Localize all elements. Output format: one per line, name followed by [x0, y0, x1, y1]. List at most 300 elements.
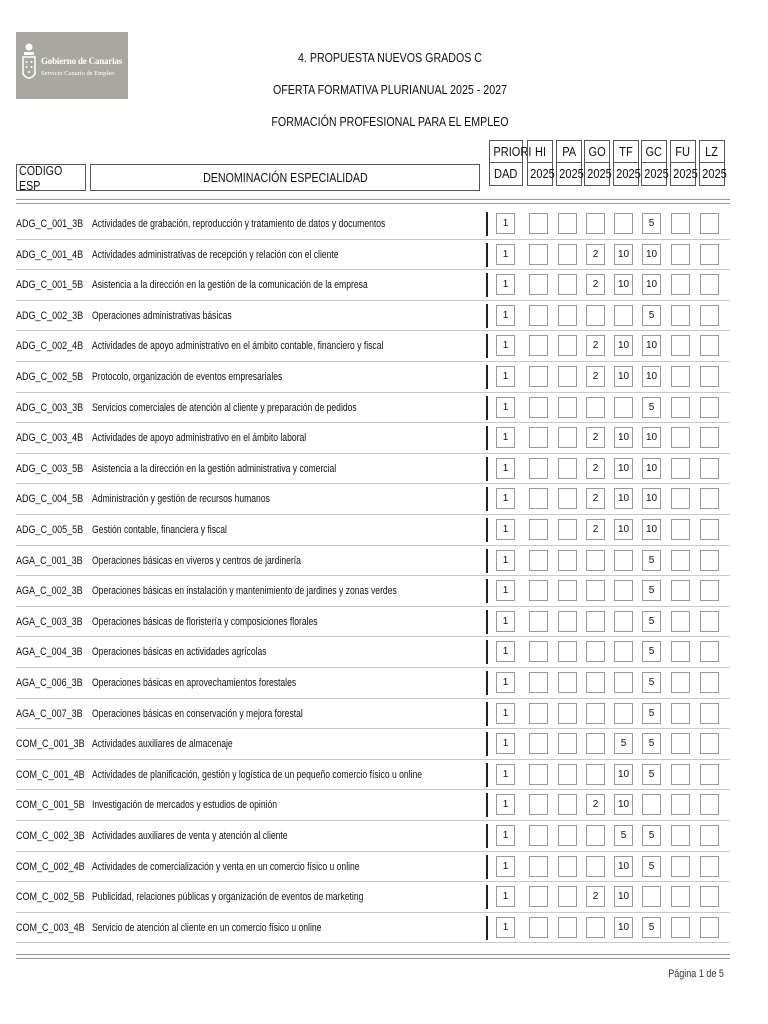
table-row: [16, 576, 730, 607]
row-separator: [486, 579, 488, 603]
island-lz-cell: [700, 703, 719, 724]
island-fu-cell: [671, 672, 690, 693]
island-fu-cell: [671, 856, 690, 877]
island-fu-cell: [671, 458, 690, 479]
island-go-cell: [586, 580, 605, 601]
priority-cell: 1: [496, 519, 515, 540]
island-go-cell: [586, 825, 605, 846]
specialty-name: Protocolo, organización de eventos empresariales: [92, 371, 283, 383]
specialty-code: ADG_C_001_5B: [16, 279, 84, 292]
island-lz-cell: [700, 458, 719, 479]
island-pa-cell: [558, 733, 577, 754]
row-separator: [486, 212, 488, 236]
specialty-code: COM_C_001_4B: [16, 768, 85, 781]
island-hi-cell: [529, 764, 548, 785]
priority-cell: 1: [496, 458, 515, 479]
island-lz-cell: [700, 856, 719, 877]
footer-rule: [16, 954, 730, 959]
island-gc-cell: 5: [642, 703, 661, 724]
island-tf-cell: 10: [614, 335, 633, 356]
priority-cell: 1: [496, 917, 515, 938]
island-pa-cell: [558, 825, 577, 846]
island-hi-cell: [529, 397, 548, 418]
island-tf-cell: 10: [614, 917, 633, 938]
table-row: [16, 668, 730, 699]
island-tf-cell: 10: [614, 519, 633, 540]
island-gc-cell: 5: [642, 611, 661, 632]
row-separator: [486, 763, 488, 787]
column-header-name: DENOMINACIÓN ESPECIALIDAD: [90, 164, 480, 191]
island-fu-cell: [671, 213, 690, 234]
priority-cell: 1: [496, 886, 515, 907]
island-tf-cell: [614, 305, 633, 326]
island-fu-cell: [671, 488, 690, 509]
island-lz-cell: [700, 213, 719, 234]
specialty-name: Servicio de atención al cliente en un comercio físico u online: [92, 921, 322, 934]
table-row: [16, 821, 730, 852]
priority-cell: 1: [496, 213, 515, 234]
island-hi-cell: [529, 856, 548, 877]
specialty-code: ADG_C_002_3B: [16, 309, 84, 322]
specialty-name: Administración y gestión de recursos humanos: [92, 493, 270, 506]
specialty-name: Operaciones básicas en viveros y centros de jardinería: [92, 554, 301, 567]
island-lz-cell: [700, 244, 719, 265]
table-row: [16, 637, 730, 668]
row-separator: [486, 426, 488, 450]
specialty-code: AGA_C_003_3B: [16, 615, 83, 628]
row-separator: [486, 243, 488, 267]
row-separator: [486, 702, 488, 726]
island-fu-cell: [671, 580, 690, 601]
row-separator: [486, 885, 488, 909]
island-hi-cell: [529, 458, 548, 479]
specialty-code: ADG_C_003_3B: [16, 401, 84, 414]
island-tf-cell: 10: [614, 274, 633, 295]
specialty-name: Operaciones básicas en conservación y mejora forestal: [92, 707, 303, 720]
specialty-name: Asistencia a la dirección en la gestión de la comunicación de la empresa: [92, 279, 368, 292]
specialty-name: Operaciones básicas en instalación y mantenimiento de jardines y zonas verdes: [92, 585, 397, 598]
island-lz-cell: [700, 825, 719, 846]
priority-cell: 1: [496, 825, 515, 846]
island-hi-cell: [529, 213, 548, 234]
island-fu-cell: [671, 427, 690, 448]
logo-line-1: Gobierno de Canarias: [41, 56, 123, 66]
island-tf-cell: [614, 580, 633, 601]
row-separator: [486, 793, 488, 817]
island-pa-cell: [558, 917, 577, 938]
island-pa-cell: [558, 703, 577, 724]
island-hi-cell: [529, 672, 548, 693]
column-header-lz: LZ 2025: [699, 140, 725, 186]
island-tf-cell: [614, 213, 633, 234]
row-separator: [486, 610, 488, 634]
island-tf-cell: [614, 703, 633, 724]
island-hi-cell: [529, 641, 548, 662]
island-tf-cell: 10: [614, 427, 633, 448]
island-gc-cell: 10: [642, 519, 661, 540]
island-lz-cell: [700, 764, 719, 785]
island-fu-cell: [671, 794, 690, 815]
priority-cell: 1: [496, 488, 515, 509]
island-pa-cell: [558, 519, 577, 540]
island-tf-cell: 10: [614, 764, 633, 785]
row-separator: [486, 671, 488, 695]
island-go-cell: 2: [586, 366, 605, 387]
island-fu-cell: [671, 519, 690, 540]
island-gc-cell: 5: [642, 825, 661, 846]
island-fu-cell: [671, 335, 690, 356]
priority-cell: 1: [496, 335, 515, 356]
island-lz-cell: [700, 335, 719, 356]
island-go-cell: 2: [586, 794, 605, 815]
column-header-gc: GC 2025: [641, 140, 667, 186]
specialty-code: AGA_C_004_3B: [16, 646, 83, 659]
row-separator: [486, 732, 488, 756]
table-row: [16, 423, 730, 454]
priority-cell: 1: [496, 703, 515, 724]
specialty-code: ADG_C_004_5B: [16, 493, 84, 506]
island-gc-cell: 5: [642, 397, 661, 418]
column-header-hi: HI 2025: [527, 140, 553, 186]
island-go-cell: [586, 764, 605, 785]
document-section-title: FORMACIÓN PROFESIONAL PARA EL EMPLEO: [271, 114, 509, 129]
column-header-fu: FU 2025: [670, 140, 696, 186]
island-go-cell: 2: [586, 244, 605, 265]
table-row: [16, 209, 730, 240]
island-lz-cell: [700, 550, 719, 571]
island-pa-cell: [558, 856, 577, 877]
island-lz-cell: [700, 366, 719, 387]
island-go-cell: [586, 611, 605, 632]
row-separator: [486, 273, 488, 297]
column-header-pa: PA 2025: [556, 140, 582, 186]
row-separator: [486, 304, 488, 328]
island-fu-cell: [671, 825, 690, 846]
specialty-name: Actividades administrativas de recepción y relación con el cliente: [92, 248, 339, 261]
priority-cell: 1: [496, 794, 515, 815]
island-fu-cell: [671, 305, 690, 326]
island-pa-cell: [558, 580, 577, 601]
table-row: [16, 852, 730, 883]
table-row: [16, 301, 730, 332]
priority-cell: 1: [496, 366, 515, 387]
table-row: [16, 515, 730, 546]
island-fu-cell: [671, 611, 690, 632]
row-separator: [486, 396, 488, 420]
island-gc-cell: 10: [642, 366, 661, 387]
island-gc-cell: 10: [642, 335, 661, 356]
row-separator: [486, 549, 488, 573]
island-fu-cell: [671, 764, 690, 785]
table-row: [16, 393, 730, 424]
island-go-cell: 2: [586, 488, 605, 509]
island-hi-cell: [529, 519, 548, 540]
island-pa-cell: [558, 213, 577, 234]
priority-cell: 1: [496, 764, 515, 785]
island-hi-cell: [529, 794, 548, 815]
row-separator: [486, 365, 488, 389]
table-row: [16, 729, 730, 760]
specialty-name: Actividades de apoyo administrativo en el ámbito contable, financiero y fiscal: [92, 340, 384, 353]
specialty-code: AGA_C_001_3B: [16, 554, 83, 567]
island-gc-cell: 5: [642, 856, 661, 877]
table-row: [16, 760, 730, 791]
island-pa-cell: [558, 764, 577, 785]
specialty-name: Actividades de grabación, reproducción y tratamiento de datos y documentos: [92, 218, 386, 230]
specialty-code: ADG_C_005_5B: [16, 524, 84, 536]
document-title: 4. PROPUESTA NUEVOS GRADOS C: [297, 50, 483, 65]
island-lz-cell: [700, 305, 719, 326]
island-pa-cell: [558, 397, 577, 418]
table-row: [16, 882, 730, 913]
island-gc-cell: 5: [642, 550, 661, 571]
specialty-name: Operaciones básicas en aprovechamientos forestales: [92, 677, 297, 689]
island-gc-cell: 5: [642, 213, 661, 234]
priority-cell: 1: [496, 274, 515, 295]
island-tf-cell: [614, 550, 633, 571]
specialty-code: COM_C_002_3B: [16, 830, 85, 842]
island-go-cell: [586, 733, 605, 754]
island-lz-cell: [700, 580, 719, 601]
specialty-name: Servicios comerciales de atención al cliente y preparación de pedidos: [92, 401, 357, 414]
island-lz-cell: [700, 733, 719, 754]
specialty-code: ADG_C_003_5B: [16, 462, 84, 475]
specialty-name: Operaciones básicas de floristería y composiciones florales: [92, 615, 318, 628]
island-fu-cell: [671, 886, 690, 907]
island-hi-cell: [529, 488, 548, 509]
specialty-code: AGA_C_007_3B: [16, 707, 83, 720]
island-lz-cell: [700, 519, 719, 540]
table-row: [16, 699, 730, 730]
island-go-cell: [586, 550, 605, 571]
island-lz-cell: [700, 611, 719, 632]
island-gc-cell: [642, 794, 661, 815]
priority-cell: 1: [496, 580, 515, 601]
specialty-code: ADG_C_001_3B: [16, 218, 84, 230]
priority-cell: 1: [496, 611, 515, 632]
island-tf-cell: 10: [614, 794, 633, 815]
row-separator: [486, 518, 488, 542]
island-lz-cell: [700, 274, 719, 295]
island-go-cell: [586, 213, 605, 234]
island-lz-cell: [700, 397, 719, 418]
row-separator: [486, 855, 488, 879]
column-header-priority: PRIORI DAD: [489, 140, 523, 186]
island-tf-cell: [614, 641, 633, 662]
island-hi-cell: [529, 611, 548, 632]
column-header-tf: TF 2025: [613, 140, 639, 186]
specialty-code: COM_C_002_5B: [16, 891, 85, 904]
row-separator: [486, 916, 488, 940]
island-gc-cell: 5: [642, 305, 661, 326]
island-gc-cell: 10: [642, 274, 661, 295]
island-pa-cell: [558, 305, 577, 326]
row-separator: [486, 457, 488, 481]
island-pa-cell: [558, 335, 577, 356]
island-gc-cell: 10: [642, 458, 661, 479]
priority-cell: 1: [496, 672, 515, 693]
logo-line-2: Servicio Canario de Empleo: [41, 70, 115, 77]
island-go-cell: [586, 397, 605, 418]
island-pa-cell: [558, 427, 577, 448]
island-pa-cell: [558, 550, 577, 571]
priority-cell: 1: [496, 641, 515, 662]
island-lz-cell: [700, 794, 719, 815]
specialty-name: Asistencia a la dirección en la gestión administrativa y comercial: [92, 462, 337, 475]
table-row: [16, 454, 730, 485]
priority-cell: 1: [496, 244, 515, 265]
priority-cell: 1: [496, 733, 515, 754]
gobierno-canarias-logo: [16, 32, 128, 99]
island-tf-cell: 5: [614, 825, 633, 846]
island-pa-cell: [558, 886, 577, 907]
table-row: [16, 546, 730, 577]
specialty-code: AGA_C_002_3B: [16, 585, 83, 598]
specialty-name: Actividades auxiliares de almacenaje: [92, 738, 233, 751]
table-row: [16, 913, 730, 944]
specialty-code: COM_C_003_4B: [16, 921, 85, 934]
island-gc-cell: 5: [642, 917, 661, 938]
table-row: [16, 331, 730, 362]
island-hi-cell: [529, 244, 548, 265]
specialty-name: Actividades de apoyo administrativo en el ámbito laboral: [92, 432, 307, 445]
island-gc-cell: 5: [642, 764, 661, 785]
island-go-cell: [586, 856, 605, 877]
island-fu-cell: [671, 366, 690, 387]
island-gc-cell: 5: [642, 580, 661, 601]
header-rule: [16, 199, 730, 204]
island-hi-cell: [529, 703, 548, 724]
island-fu-cell: [671, 397, 690, 418]
island-pa-cell: [558, 672, 577, 693]
island-tf-cell: 10: [614, 886, 633, 907]
specialty-name: Actividades auxiliares de venta y atención al cliente: [92, 830, 288, 842]
island-hi-cell: [529, 335, 548, 356]
island-tf-cell: 10: [614, 366, 633, 387]
specialty-code: ADG_C_003_4B: [16, 432, 84, 445]
specialty-name: Operaciones administrativas básicas: [92, 309, 232, 322]
island-go-cell: [586, 672, 605, 693]
island-pa-cell: [558, 274, 577, 295]
island-fu-cell: [671, 274, 690, 295]
island-pa-cell: [558, 488, 577, 509]
coat-of-arms-icon: [22, 42, 36, 86]
island-hi-cell: [529, 366, 548, 387]
specialty-code: ADG_C_002_5B: [16, 371, 84, 383]
specialty-code: COM_C_001_5B: [16, 799, 85, 812]
row-separator: [486, 640, 488, 664]
specialty-code: AGA_C_006_3B: [16, 677, 83, 689]
table-row: [16, 270, 730, 301]
specialty-code: COM_C_002_4B: [16, 860, 85, 873]
island-pa-cell: [558, 794, 577, 815]
document-subtitle: OFERTA FORMATIVA PLURIANUAL 2025 - 2027: [272, 82, 508, 97]
island-hi-cell: [529, 580, 548, 601]
island-lz-cell: [700, 488, 719, 509]
island-lz-cell: [700, 427, 719, 448]
island-pa-cell: [558, 366, 577, 387]
specialty-code: COM_C_001_3B: [16, 738, 85, 751]
specialty-name: Investigación de mercados y estudios de opinión: [92, 799, 278, 812]
island-fu-cell: [671, 733, 690, 754]
island-tf-cell: [614, 397, 633, 418]
island-fu-cell: [671, 917, 690, 938]
island-go-cell: [586, 917, 605, 938]
table-row: [16, 607, 730, 638]
island-tf-cell: 10: [614, 244, 633, 265]
island-fu-cell: [671, 641, 690, 662]
island-gc-cell: 5: [642, 641, 661, 662]
island-tf-cell: 10: [614, 488, 633, 509]
island-gc-cell: 5: [642, 733, 661, 754]
table-row: [16, 790, 730, 821]
island-lz-cell: [700, 672, 719, 693]
island-fu-cell: [671, 703, 690, 724]
specialty-name: Operaciones básicas en actividades agrícolas: [92, 646, 267, 659]
island-fu-cell: [671, 550, 690, 571]
priority-cell: 1: [496, 427, 515, 448]
priority-cell: 1: [496, 550, 515, 571]
island-tf-cell: [614, 611, 633, 632]
row-separator: [486, 334, 488, 358]
row-separator: [486, 824, 488, 848]
island-go-cell: [586, 703, 605, 724]
island-lz-cell: [700, 886, 719, 907]
table-row: [16, 240, 730, 271]
island-lz-cell: [700, 917, 719, 938]
island-hi-cell: [529, 733, 548, 754]
island-hi-cell: [529, 274, 548, 295]
island-go-cell: 2: [586, 458, 605, 479]
island-gc-cell: 10: [642, 244, 661, 265]
island-fu-cell: [671, 244, 690, 265]
island-go-cell: [586, 305, 605, 326]
column-header-code: CODIGO ESP: [16, 164, 86, 191]
island-hi-cell: [529, 886, 548, 907]
island-gc-cell: 5: [642, 672, 661, 693]
island-go-cell: 2: [586, 274, 605, 295]
island-hi-cell: [529, 427, 548, 448]
specialty-name: Publicidad, relaciones públicas y organización de eventos de marketing: [92, 891, 364, 904]
table-row: [16, 484, 730, 515]
island-go-cell: [586, 641, 605, 662]
column-header-go: GO 2025: [584, 140, 610, 186]
island-pa-cell: [558, 641, 577, 662]
island-hi-cell: [529, 550, 548, 571]
priority-cell: 1: [496, 305, 515, 326]
specialty-code: ADG_C_002_4B: [16, 340, 84, 353]
island-tf-cell: 5: [614, 733, 633, 754]
table-row: [16, 362, 730, 393]
island-hi-cell: [529, 825, 548, 846]
island-pa-cell: [558, 611, 577, 632]
island-go-cell: 2: [586, 427, 605, 448]
island-gc-cell: 10: [642, 427, 661, 448]
island-tf-cell: 10: [614, 458, 633, 479]
island-gc-cell: 10: [642, 488, 661, 509]
island-pa-cell: [558, 244, 577, 265]
island-go-cell: 2: [586, 519, 605, 540]
island-gc-cell: [642, 886, 661, 907]
priority-cell: 1: [496, 856, 515, 877]
island-go-cell: 2: [586, 335, 605, 356]
priority-cell: 1: [496, 397, 515, 418]
specialty-name: Actividades de comercialización y venta en un comercio físico u online: [92, 860, 360, 873]
island-go-cell: 2: [586, 886, 605, 907]
island-tf-cell: 10: [614, 856, 633, 877]
island-hi-cell: [529, 305, 548, 326]
page-number: Página 1 de 5: [668, 968, 724, 980]
